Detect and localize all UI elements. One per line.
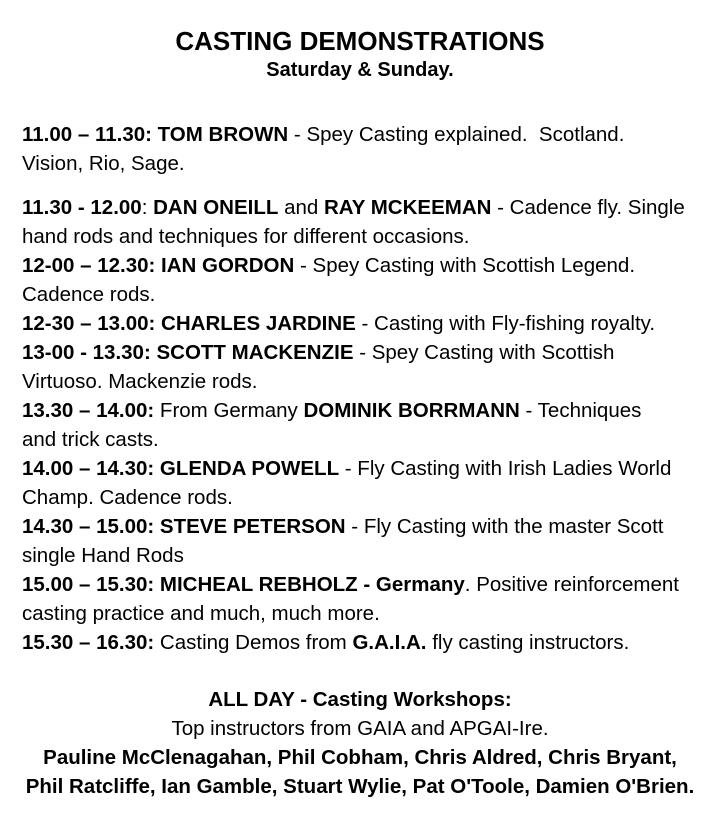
schedule-entry (22, 193, 698, 251)
text-segment: RAY MCKEEMAN (323, 196, 492, 219)
text-segment: - Fly Casting with Irish Ladies World (339, 457, 672, 480)
schedule-line (22, 454, 698, 483)
text-segment: DAN ONEILL (153, 196, 279, 219)
text-segment: fly casting instructors. (426, 631, 630, 654)
workshop-line: ALL DAY - Casting Workshops: (208, 688, 512, 711)
text-segment: 15.30 – 16.30: (22, 631, 155, 654)
schedule-line (22, 120, 698, 149)
schedule-line (22, 193, 698, 222)
text-segment: 12-00 – 12.30: IAN GORDON (22, 254, 295, 277)
text-segment: . Positive reinforcement (464, 573, 679, 596)
workshops-section (22, 685, 698, 801)
text-segment: 14.00 – 14.30: GLENDA POWELL (22, 457, 340, 480)
schedule-line (22, 338, 698, 367)
schedule-line (22, 541, 698, 570)
text-segment: DOMINIK BORRMANN (303, 399, 520, 422)
text-segment: - Techniques (519, 399, 642, 422)
schedule-line (22, 425, 698, 454)
schedule-entry (22, 338, 698, 396)
text-segment: casting practice and much, much more. (22, 602, 380, 625)
schedule-entry (22, 570, 698, 628)
workshop-line: Phil Ratcliffe, Ian Gamble, Stuart Wylie, Pat O'Toole, Damien O'Brien. (25, 775, 695, 798)
text-segment: 13.30 – 14.00: (22, 399, 155, 422)
schedule-entry (22, 251, 698, 309)
text-segment: hand rods and techniques for different occasions. (22, 225, 470, 248)
schedule-entry (22, 309, 698, 338)
text-segment: 13-00 - 13.30: SCOTT MACKENZIE (22, 341, 354, 364)
schedule-entry (22, 454, 698, 512)
text-segment: - Fly Casting with the master Scott (345, 515, 664, 538)
schedule-line (22, 396, 698, 425)
text-segment: Vision, Rio, Sage. (22, 152, 185, 175)
text-segment: and (278, 196, 324, 219)
schedule-line (22, 570, 698, 599)
schedule-line (22, 222, 698, 251)
text-segment: 15.00 – 15.30: MICHEAL REBHOLZ - Germany (22, 573, 465, 596)
text-segment: 14.30 – 15.00: STEVE PETERSON (22, 515, 346, 538)
text-segment: - Spey Casting with Scottish Legend. (294, 254, 636, 277)
text-segment: - Spey Casting explained. Scotland. (288, 123, 625, 146)
schedule-line (22, 367, 698, 396)
schedule-entry (22, 120, 698, 178)
schedule-line (22, 512, 698, 541)
text-segment: : (141, 196, 154, 219)
text-segment: - Casting with Fly-fishing royalty. (355, 312, 656, 335)
text-segment: 12-30 – 13.00: CHARLES JARDINE (22, 312, 356, 335)
text-segment: Champ. Cadence rods. (22, 486, 233, 509)
schedule-line (22, 149, 698, 178)
schedule-line (22, 599, 698, 628)
text-segment: Cadence rods. (22, 283, 156, 306)
schedule-entry (22, 512, 698, 570)
schedule-entry (22, 628, 698, 657)
schedule-line (22, 628, 698, 657)
schedule-entry (22, 396, 698, 454)
text-segment: - Cadence fly. Single (491, 196, 685, 219)
schedule-line (22, 483, 698, 512)
text-segment: and trick casts. (22, 428, 159, 451)
text-segment: single Hand Rods (22, 544, 184, 567)
text-segment: Virtuoso. Mackenzie rods. (22, 370, 258, 393)
page-title: CASTING DEMONSTRATIONS (175, 26, 545, 56)
schedule-line (22, 251, 698, 280)
schedule-line (22, 280, 698, 309)
text-segment: From Germany (154, 399, 304, 422)
text-segment: G.A.I.A. (352, 631, 427, 654)
text-segment: Casting Demos from (154, 631, 353, 654)
schedule-list (22, 120, 698, 657)
text-segment: 11.30 - 12.00 (22, 196, 142, 219)
text-segment: - Spey Casting with Scottish (353, 341, 615, 364)
schedule-line (22, 309, 698, 338)
page-subtitle: Saturday & Sunday. (266, 59, 454, 81)
workshop-line: Pauline McClenagahan, Phil Cobham, Chris Aldred, Chris Bryant, (43, 746, 677, 769)
workshop-line: Top instructors from GAIA and APGAI-Ire. (171, 717, 549, 740)
text-segment: 11.00 – 11.30: TOM BROWN (22, 123, 289, 146)
